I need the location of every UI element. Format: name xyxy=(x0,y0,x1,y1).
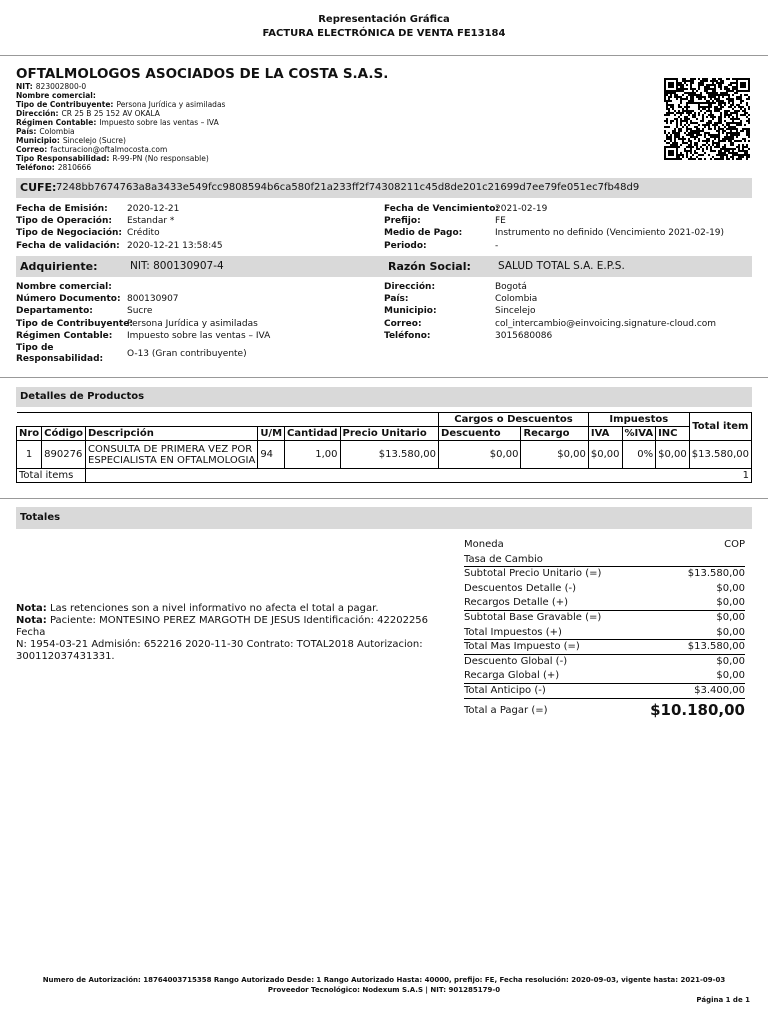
cell-nro: 1 xyxy=(17,441,42,469)
field-row xyxy=(16,293,179,305)
cell-precio: $13.580,00 xyxy=(340,441,439,469)
total-items-row xyxy=(17,469,752,483)
field-row xyxy=(384,203,548,215)
field-label: Régimen Contable: xyxy=(16,330,113,341)
column-header: %IVA xyxy=(622,427,656,441)
field-row xyxy=(384,305,536,317)
field-row xyxy=(16,82,616,91)
field-row xyxy=(16,145,616,154)
totals-row-label: Subtotal Base Gravable (=) xyxy=(464,612,602,623)
qr-code-icon xyxy=(664,78,750,160)
field-label: Nombre comercial: xyxy=(16,91,96,100)
field-value: Colombia xyxy=(495,294,538,305)
totals-row-label: Subtotal Precio Unitario (=) xyxy=(464,568,602,580)
razon-social-value: SALUD TOTAL S.A. E.P.S. xyxy=(498,260,625,272)
issuer-name: OFTALMOLOGOS ASOCIADOS DE LA COSTA S.A.S. xyxy=(16,66,389,82)
field-row xyxy=(16,215,175,227)
totals-row-label: Recarga Global (+) xyxy=(464,670,560,682)
note-2-line-1: Paciente: MONTESINO PEREZ MARGOTH DE JESUS Identificación: 42202256 Fecha xyxy=(16,615,429,638)
footer-provider: Proveedor Tecnológico: Nodexum S.A.S | NIT: 901285179-0 xyxy=(267,986,501,994)
note-1 xyxy=(16,603,456,615)
note-1-label: Nota: xyxy=(16,603,47,614)
field-row xyxy=(16,240,223,252)
column-header: U/M xyxy=(258,427,285,441)
field-value: FE xyxy=(495,216,506,227)
field-row xyxy=(16,118,616,127)
field-row xyxy=(384,330,553,342)
field-label: País: xyxy=(16,127,37,136)
totals-row-value: $13.580,00 xyxy=(687,641,745,653)
acquirer-info-right xyxy=(384,281,717,342)
divider xyxy=(0,377,768,378)
totals-row-label: Total Impuestos (+) xyxy=(464,626,562,638)
totals-row-value: $0,00 xyxy=(716,597,745,609)
totals-row-label: Recargos Detalle (+) xyxy=(464,597,569,609)
group-cargos-header: Cargos o Descuentos xyxy=(439,413,589,427)
cell-recargo: $0,00 xyxy=(521,441,588,469)
field-value: Impuesto sobre las ventas – IVA xyxy=(99,118,219,127)
total-item-header: Total item xyxy=(689,413,751,441)
field-value: 2021-02-19 xyxy=(495,204,548,214)
column-header: INC xyxy=(656,427,690,441)
resp-label-1: Tipo de xyxy=(16,343,54,353)
table-row xyxy=(17,441,752,469)
document-title: FACTURA ELECTRÓNICA DE VENTA FE13184 xyxy=(262,28,506,39)
field-label: Número Documento: xyxy=(16,294,121,305)
document-header-line1: Representación Gráfica xyxy=(318,14,450,25)
totals-row-value: $0,00 xyxy=(716,626,745,638)
column-header: Descripción xyxy=(86,427,258,441)
field-row xyxy=(16,163,616,172)
total-a-pagar-label: Total a Pagar (=) xyxy=(464,705,548,716)
field-label: Dirección: xyxy=(384,282,436,292)
field-label: Correo: xyxy=(16,145,48,154)
field-value: 2020-12-21 13:58:45 xyxy=(127,240,223,251)
field-value: Persona Jurídica y asimiladas xyxy=(116,100,226,109)
field-label: Tipo de Contribuyente: xyxy=(16,318,133,329)
cell-um: 94 xyxy=(258,441,285,469)
totals-row xyxy=(464,567,745,582)
totals-row xyxy=(464,684,745,699)
totals-section-bar xyxy=(16,507,752,529)
products-section-bar xyxy=(16,387,752,407)
field-value: Colombia xyxy=(39,127,75,136)
cell-total: $13.580,00 xyxy=(689,441,751,469)
field-row xyxy=(16,330,271,342)
column-header: Precio Unitario xyxy=(340,427,439,441)
column-header: Cantidad xyxy=(285,427,340,441)
note-2-line-2: N: 1954-03-21 Admisión: 652216 2020-11-30 Contrato: TOTAL2018 Autorizacion: xyxy=(16,639,423,650)
field-label: Prefijo: xyxy=(384,216,421,227)
field-row xyxy=(384,281,527,293)
field-row xyxy=(16,91,616,100)
field-value: Estandar * xyxy=(127,216,175,227)
field-value: 2020-12-21 xyxy=(127,204,180,214)
column-header: Recargo xyxy=(521,427,588,441)
field-row xyxy=(16,305,153,317)
field-label: Tipo de Negociación: xyxy=(16,228,123,239)
razon-social-label: Razón Social: xyxy=(388,260,471,273)
field-label: Municipio: xyxy=(16,136,60,145)
totals-row-label: Descuentos Detalle (-) xyxy=(464,582,577,594)
totals-row xyxy=(464,538,745,553)
field-label: Periodo: xyxy=(384,240,427,251)
divider xyxy=(0,55,768,56)
field-value: Sincelejo xyxy=(495,306,536,317)
table-group-header-row xyxy=(17,413,752,427)
acquirer-responsibility xyxy=(16,343,247,365)
field-row xyxy=(384,227,725,239)
field-label: Medio de Pago: xyxy=(384,228,463,239)
note-1-text: Las retenciones son a nivel informativo no afecta el total a pagar. xyxy=(49,603,379,614)
field-value: 2810666 xyxy=(57,163,92,172)
totals-row xyxy=(464,626,745,641)
resp-value: O-13 (Gran contribuyente) xyxy=(127,349,247,359)
field-label: Fecha de validación: xyxy=(16,240,120,251)
totals-row-label: Tasa de Cambio xyxy=(464,553,543,565)
desc-line-1: CONSULTA DE PRIMERA VEZ POR xyxy=(88,443,253,455)
resp-label-2: Responsabilidad: xyxy=(16,354,104,364)
invoice-info-left xyxy=(16,203,223,252)
totals-row xyxy=(464,640,745,655)
field-label: Nombre comercial: xyxy=(16,282,112,292)
field-row xyxy=(16,136,616,145)
totals-row-label: Total Mas Impuesto (=) xyxy=(464,641,580,653)
total-a-pagar-value: $10.180,00 xyxy=(650,701,745,719)
invoice-info-right xyxy=(384,203,725,252)
acquirer-info-left xyxy=(16,281,271,342)
field-row xyxy=(16,227,160,239)
totals-row-value: $3.400,00 xyxy=(694,685,745,696)
totals-row-value: $0,00 xyxy=(716,582,745,594)
field-value: Instrumento no definido (Vencimiento 2021-02-19) xyxy=(495,228,725,239)
cell-cantidad: 1,00 xyxy=(285,441,340,469)
totals-row xyxy=(464,553,745,568)
field-row xyxy=(16,100,616,109)
field-row xyxy=(16,281,133,293)
field-label: NIT: xyxy=(16,82,33,91)
column-header: Código xyxy=(42,427,86,441)
products-title: Detalles de Productos xyxy=(20,391,145,402)
field-label: Municipio: xyxy=(384,306,437,317)
field-label: Departamento: xyxy=(16,306,93,317)
totals-row-label: Total Anticipo (-) xyxy=(464,685,546,696)
cell-codigo: 890276 xyxy=(42,441,86,469)
cell-iva: $0,00 xyxy=(588,441,622,469)
totals-row xyxy=(464,582,745,597)
cufe-value: 7248bb7674763a8a3433e549fcc9808594b6ca580f21a233ff2f74308211c45d8de201c21699d7ee79fe051ec7fb48d9 xyxy=(56,182,640,193)
field-row xyxy=(16,109,616,118)
totals-row-value: $13.580,00 xyxy=(687,568,745,580)
field-row xyxy=(384,293,538,305)
issuer-fields xyxy=(16,82,616,172)
total-a-pagar-row xyxy=(464,698,745,722)
cell-descripcion xyxy=(86,441,258,469)
totals-row xyxy=(464,655,745,670)
notes xyxy=(16,603,456,663)
column-header: IVA xyxy=(588,427,622,441)
acquirer-label: Adquiriente: xyxy=(20,260,98,273)
totals-row xyxy=(464,611,745,626)
totals-row-label: Moneda xyxy=(464,539,504,550)
field-value: col_intercambio@einvoicing.signature-cloud.com xyxy=(495,318,717,329)
field-value: facturacion@oftalmocosta.com xyxy=(50,145,168,154)
page-number: Página 1 de 1 xyxy=(696,996,750,1004)
field-row xyxy=(16,318,258,330)
cufe-bar xyxy=(16,178,752,198)
field-label: Teléfono: xyxy=(384,330,431,341)
field-label: Tipo de Contribuyente: xyxy=(16,100,114,109)
field-value: 3015680086 xyxy=(495,330,553,341)
field-label: Régimen Contable: xyxy=(16,118,97,127)
field-value: Bogotá xyxy=(495,282,527,292)
field-value: Crédito xyxy=(127,228,160,239)
field-value: 823002800-0 xyxy=(35,82,87,91)
acquirer-nit: NIT: 800130907-4 xyxy=(130,260,224,272)
field-value: CR 25 B 25 152 AV OKALA xyxy=(61,109,160,118)
table-header-row xyxy=(17,427,752,441)
field-label: Tipo Responsabilidad: xyxy=(16,154,110,163)
totals-title: Totales xyxy=(20,512,61,523)
field-label: Dirección: xyxy=(16,109,59,118)
column-header: Nro xyxy=(17,427,42,441)
field-value: - xyxy=(495,240,499,251)
group-impuestos-header: Impuestos xyxy=(588,413,689,427)
cell-pct-iva: 0% xyxy=(622,441,656,469)
products-table xyxy=(16,412,752,483)
field-row xyxy=(384,215,506,227)
cufe-label: CUFE: xyxy=(20,181,57,194)
desc-line-2: ESPECIALISTA EN OFTALMOLOGIA xyxy=(88,454,256,466)
field-label: Teléfono: xyxy=(16,163,55,172)
field-value: Persona Jurídica y asimiladas xyxy=(127,318,258,329)
totals-row-value: $0,00 xyxy=(716,612,745,623)
column-header: Descuento xyxy=(439,427,521,441)
totals-row xyxy=(464,669,745,684)
field-row xyxy=(16,203,180,215)
field-row xyxy=(16,127,616,136)
field-label: País: xyxy=(384,294,409,305)
note-2 xyxy=(16,615,456,639)
note-2-label: Nota: xyxy=(16,615,47,626)
field-value: Impuesto sobre las ventas – IVA xyxy=(127,330,271,341)
totals-row-value: COP xyxy=(724,539,745,550)
cell-descuento: $0,00 xyxy=(439,441,521,469)
field-value: 800130907 xyxy=(127,294,179,305)
field-row xyxy=(384,318,717,330)
footer-authorization: Numero de Autorización: 18764003715358 Rango Autorizado Desde: 1 Rango Autorizado Hasta: 40000, prefijo: FE, Fecha resolución: 2020-09-03, vigente hasta: 2021-09-03 xyxy=(42,976,726,984)
field-value: R-99-PN (No responsable) xyxy=(112,154,209,163)
totals-row-label: Descuento Global (-) xyxy=(464,655,568,667)
note-2-line-3: 300112037431331. xyxy=(16,651,115,662)
acquirer-bar xyxy=(16,256,752,277)
cell-inc: $0,00 xyxy=(656,441,690,469)
field-label: Tipo de Operación: xyxy=(16,216,112,227)
totals-row-value: $0,00 xyxy=(716,655,745,667)
field-value: Sucre xyxy=(127,306,153,317)
field-row xyxy=(384,240,499,252)
total-items-value: 1 xyxy=(86,469,752,483)
total-items-label: Total items xyxy=(17,469,86,483)
field-label: Fecha de Emisión: xyxy=(16,204,108,214)
field-row xyxy=(16,154,616,163)
field-value: Sincelejo (Sucre) xyxy=(62,136,126,145)
field-label: Fecha de Vencimiento: xyxy=(384,204,499,214)
totals-row xyxy=(464,596,745,611)
divider xyxy=(0,498,768,499)
totals-row-value: $0,00 xyxy=(716,670,745,682)
field-label: Correo: xyxy=(384,318,422,329)
